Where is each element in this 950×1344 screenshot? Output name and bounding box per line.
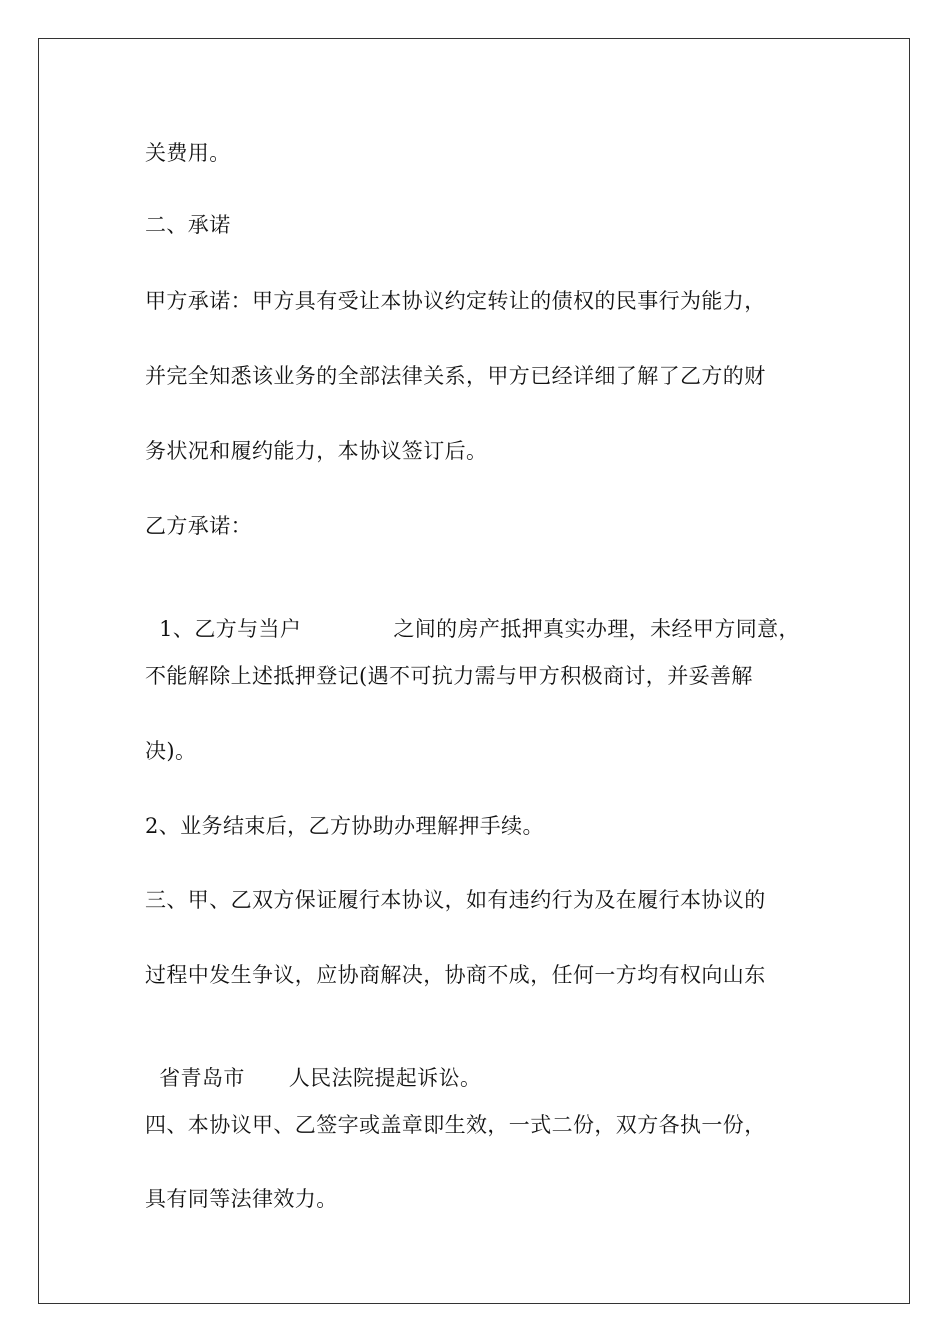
text-line-13-part1: 省青岛市 xyxy=(159,1066,245,1090)
text-line-13 xyxy=(145,1036,481,1092)
text-line-8: 不能解除上述抵押登记(遇不可抗力需与甲方积极商讨，并妥善解 xyxy=(145,664,753,688)
text-line-12: 过程中发生争议，应协商解决，协商不成，任何一方均有权向山东 xyxy=(145,963,766,987)
text-line-5: 务状况和履约能力，本协议签订后。 xyxy=(145,439,488,463)
text-line-15: 具有同等法律效力。 xyxy=(145,1187,338,1211)
text-line-10: 2、业务结束后，乙方协助办理解押手续。 xyxy=(145,814,544,838)
text-line-4: 并完全知悉该业务的全部法律关系，甲方已经详细了解了乙方的财 xyxy=(145,364,766,388)
text-line-14: 四、本协议甲、乙签字或盖章即生效，一式二份，双方各执一份， xyxy=(145,1113,766,1137)
text-line-13-part2: 人民法院提起诉讼。 xyxy=(288,1066,482,1090)
text-line-7-part1: 1、乙方与当户 xyxy=(159,617,302,641)
text-line-11: 三、甲、乙双方保证履行本协议，如有违约行为及在履行本协议的 xyxy=(145,888,766,912)
text-line-6: 乙方承诺： xyxy=(145,514,252,538)
section-heading-promise: 二、承诺 xyxy=(145,213,231,237)
text-line-3: 甲方承诺：甲方具有受让本协议约定转让的债权的民事行为能力， xyxy=(145,289,766,313)
text-line-7 xyxy=(145,587,800,643)
text-line-7-part2: 之间的房产抵押真实办理，未经甲方同意， xyxy=(393,617,800,641)
text-line-9: 决)。 xyxy=(145,739,197,763)
text-line-1: 关费用。 xyxy=(145,141,231,165)
